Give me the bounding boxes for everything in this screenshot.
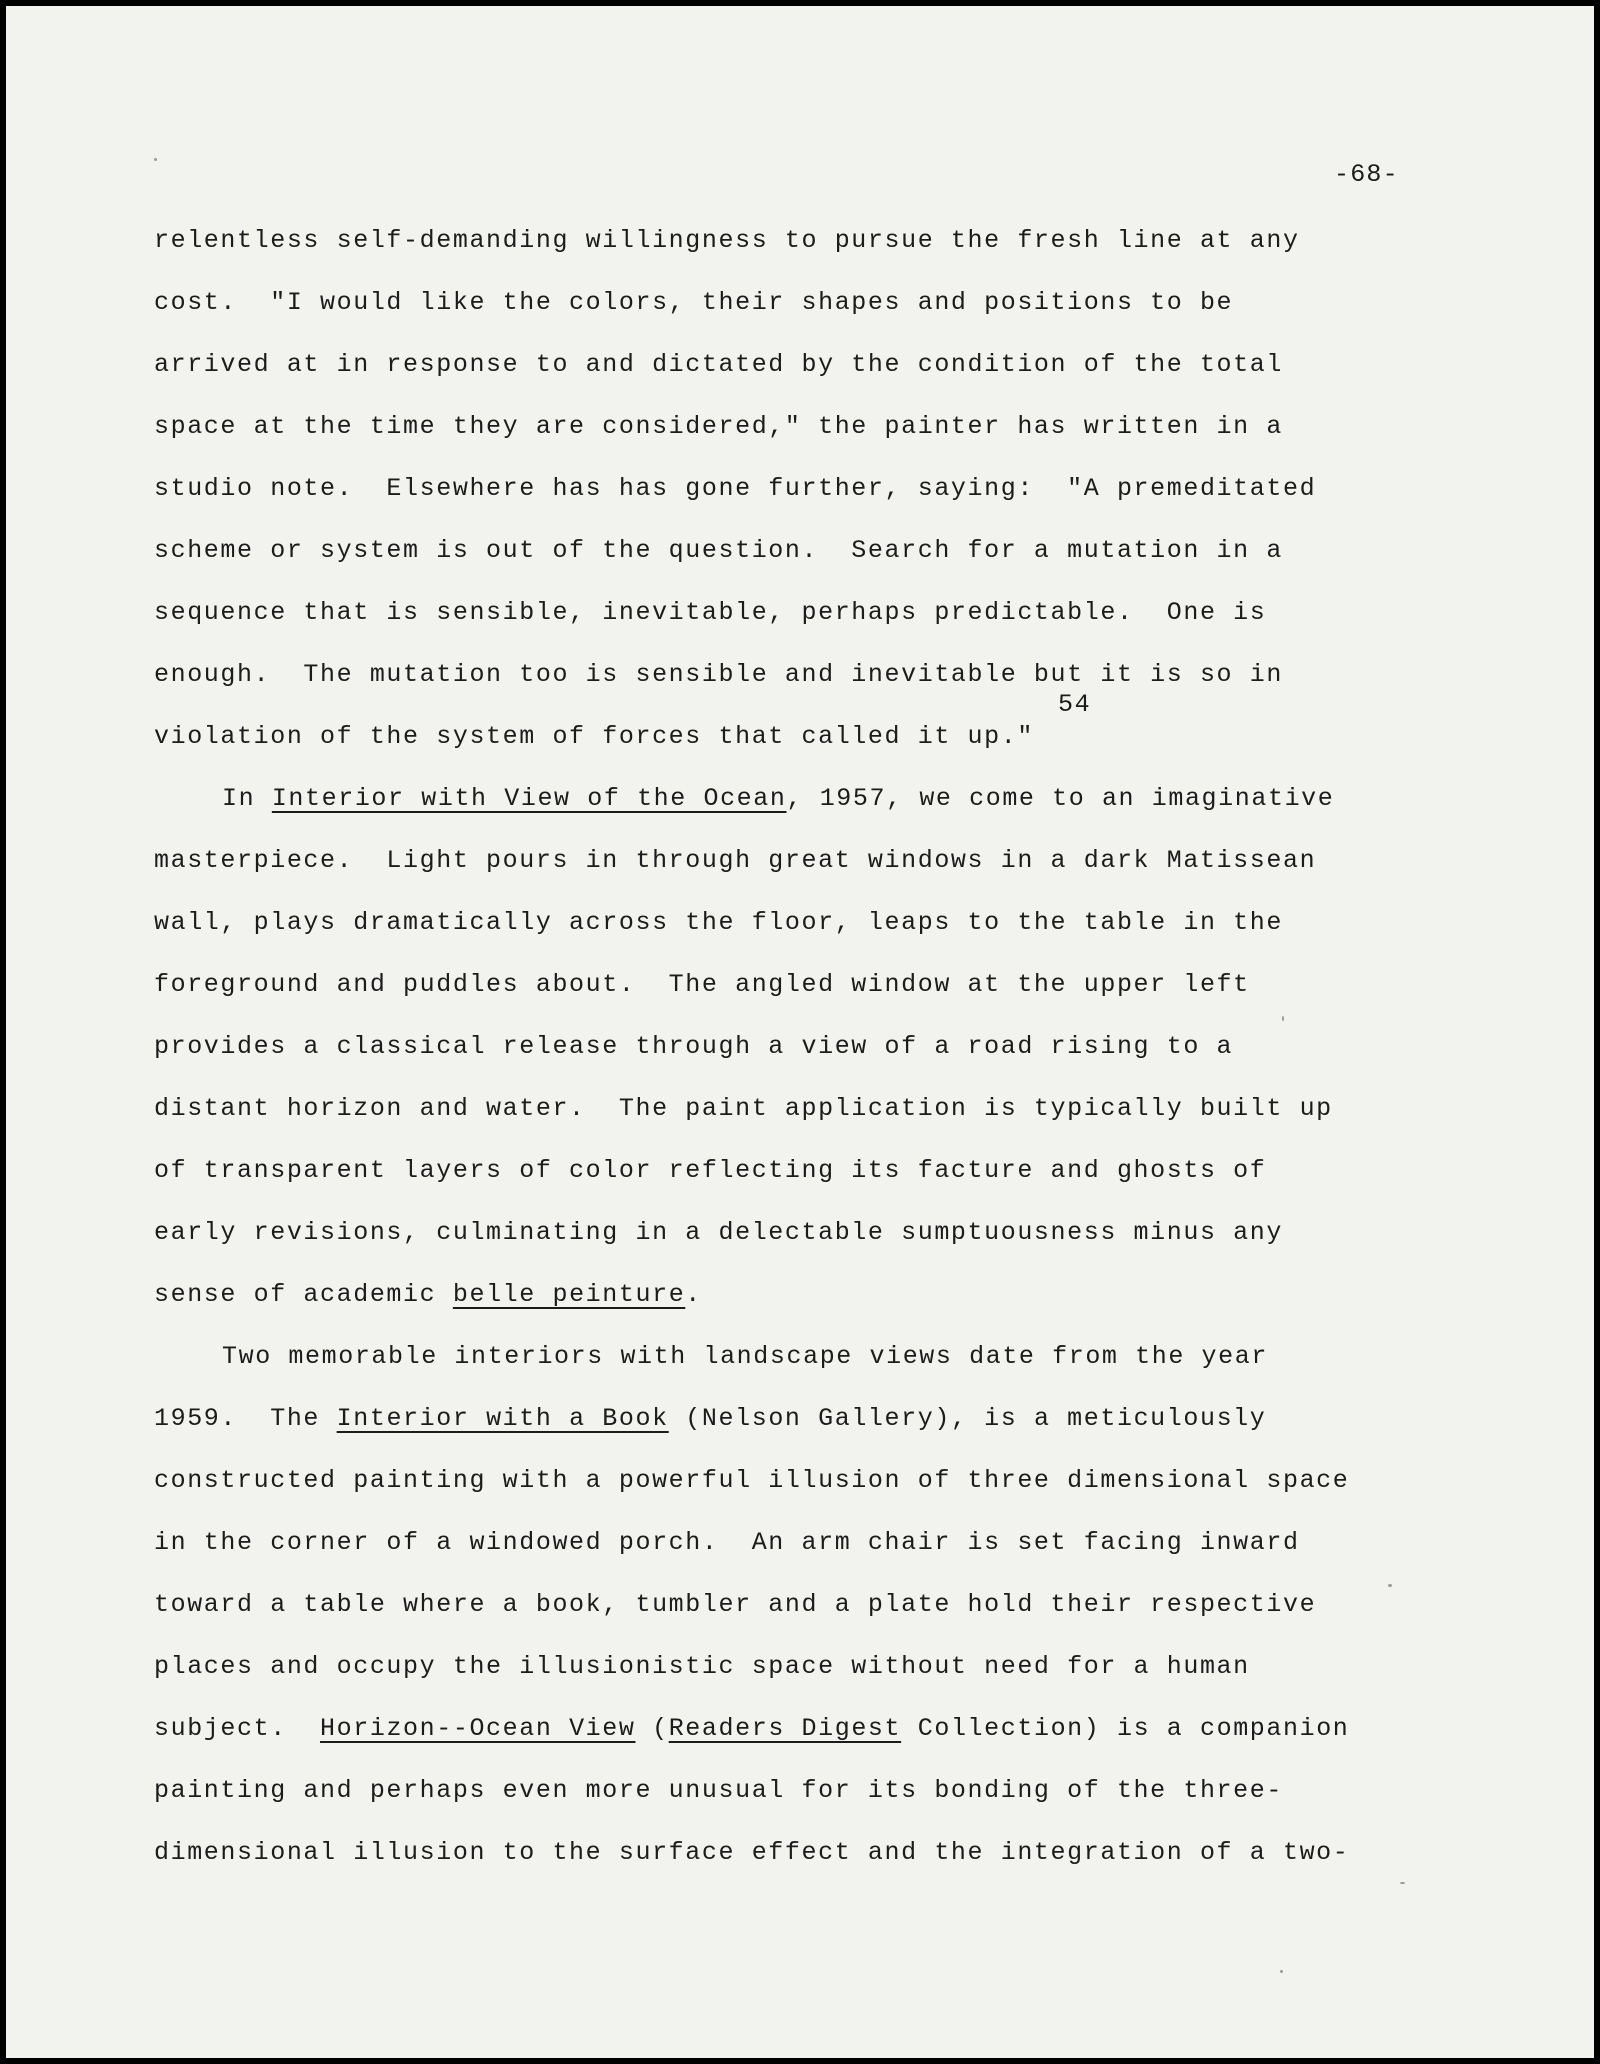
text-line <box>154 1778 1283 1803</box>
underlined-title: Readers Digest <box>668 1714 902 1743</box>
underlined-title: Interior with View of the Ocean <box>271 784 787 813</box>
text-line <box>154 1530 1300 1555</box>
text-line <box>154 848 1316 873</box>
text-segment: 1959. The <box>154 1404 337 1433</box>
paper-speck <box>1388 1584 1392 1587</box>
text-segment: ( <box>635 1714 669 1743</box>
text-line <box>154 1716 1349 1741</box>
text-line <box>154 1282 702 1307</box>
paper-speck <box>154 158 157 161</box>
text-segment: Collection) is a companion <box>901 1714 1350 1743</box>
text-segment: constructed painting with a powerful illusion of three dimensional space <box>154 1466 1350 1495</box>
text-line <box>154 1096 1333 1121</box>
underlined-title: belle peinture <box>452 1280 686 1309</box>
text-segment: cost. "I would like the colors, their shapes and positions to be <box>154 288 1234 317</box>
text-line <box>154 1220 1283 1245</box>
text-line <box>154 1654 1250 1679</box>
text-segment: wall, plays dramatically across the floor, leaps to the table in the <box>154 908 1283 937</box>
text-line <box>154 290 1233 315</box>
paper-speck <box>1400 1882 1405 1884</box>
text-segment: in the corner of a windowed porch. An arm chair is set facing inward <box>154 1528 1300 1557</box>
text-line <box>154 1406 1266 1431</box>
text-segment: distant horizon and water. The paint application is typically built up <box>154 1094 1333 1123</box>
text-line <box>222 786 1334 811</box>
text-segment: painting and perhaps even more unusual for its bonding of the three- <box>154 1776 1283 1805</box>
text-segment: Two memorable interiors with landscape views date from the year <box>222 1342 1268 1371</box>
text-segment: relentless self-demanding willingness to pursue the fresh line at any <box>154 226 1300 255</box>
text-segment: sense of academic <box>154 1280 453 1309</box>
text-segment: space at the time they are considered," the painter has written in a <box>154 412 1283 441</box>
text-segment: masterpiece. Light pours in through great windows in a dark Matissean <box>154 846 1317 875</box>
text-segment: early revisions, culminating in a delectable sumptuousness minus any <box>154 1218 1283 1247</box>
underlined-title: Horizon--Ocean View <box>320 1714 636 1743</box>
text-segment: violation of the system of forces that called it up." <box>154 722 1034 751</box>
text-line <box>222 1344 1268 1369</box>
text-segment: provides a classical release through a view of a road rising to a <box>154 1032 1234 1061</box>
page-number: -68- <box>1334 160 1399 189</box>
text-line <box>154 1468 1349 1493</box>
footnote-reference: 54 <box>1058 690 1092 719</box>
text-line <box>154 1034 1233 1059</box>
text-line <box>154 724 1034 749</box>
text-segment: In <box>222 784 272 813</box>
text-line <box>154 1840 1349 1865</box>
text-segment: foreground and puddles about. The angled window at the upper left <box>154 970 1250 999</box>
text-segment: of transparent layers of color reflecting its facture and ghosts of <box>154 1156 1267 1185</box>
text-segment: arrived at in response to and dictated by the condition of the total <box>154 350 1283 379</box>
text-segment: studio note. Elsewhere has has gone further, saying: "A premeditated <box>154 474 1317 503</box>
text-segment: toward a table where a book, tumbler and a plate hold their respective <box>154 1590 1317 1619</box>
text-segment: , 1957, we come to an imaginative <box>786 784 1335 813</box>
text-segment: sequence that is sensible, inevitable, perhaps predictable. One is <box>154 598 1267 627</box>
text-segment: scheme or system is out of the question. Search for a mutation in a <box>154 536 1283 565</box>
text-line <box>154 662 1283 687</box>
underlined-title: Interior with a Book <box>336 1404 669 1433</box>
paper-speck <box>1280 1970 1283 1973</box>
text-line <box>154 414 1283 439</box>
text-line <box>154 1158 1266 1183</box>
document-page <box>6 6 1594 2058</box>
text-segment: enough. The mutation too is sensible and inevitable but it is so in <box>154 660 1283 689</box>
text-line <box>154 910 1283 935</box>
text-line <box>154 476 1316 501</box>
text-line <box>154 352 1283 377</box>
text-segment: . <box>685 1280 702 1309</box>
text-line <box>154 538 1283 563</box>
text-segment: subject. <box>154 1714 321 1743</box>
paper-speck <box>1282 1016 1284 1021</box>
text-line <box>154 972 1250 997</box>
text-segment: places and occupy the illusionistic space without need for a human <box>154 1652 1250 1681</box>
text-line <box>154 600 1266 625</box>
text-line <box>154 1592 1316 1617</box>
text-segment: dimensional illusion to the surface effect and the integration of a two- <box>154 1838 1350 1867</box>
text-segment: (Nelson Gallery), is a meticulously <box>668 1404 1267 1433</box>
text-line <box>154 228 1300 253</box>
